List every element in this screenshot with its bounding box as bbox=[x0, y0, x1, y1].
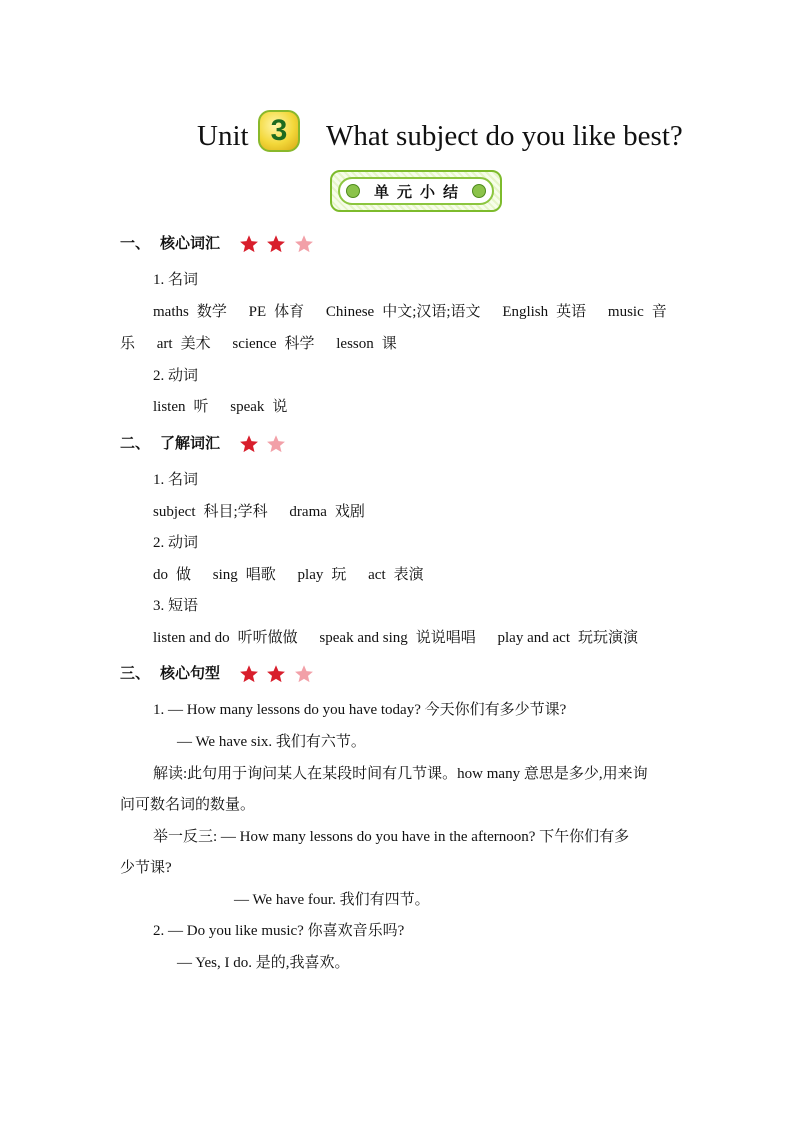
vocab-word: play bbox=[297, 567, 324, 583]
vocab-line-nouns-1 bbox=[153, 302, 667, 322]
sentence-answer-1: — We have six. 我们有六节。 bbox=[177, 734, 366, 750]
section-title: 核心词汇 bbox=[160, 234, 221, 252]
subheading-phrases: 3. 短语 bbox=[153, 598, 199, 614]
vocab-word: sing bbox=[212, 567, 238, 583]
vocab-word: PE bbox=[248, 304, 267, 320]
unit-summary-badge bbox=[330, 170, 502, 212]
section-heading-core-vocabulary bbox=[120, 233, 316, 253]
example-line-1: 举一反三: — How many lessons do you have in the afternoon? 下午你们有多 bbox=[153, 829, 630, 845]
vocab-meaning: 做 bbox=[176, 567, 192, 583]
vocab-meaning: 说说唱唱 bbox=[415, 630, 476, 646]
vocab-word: music bbox=[607, 304, 644, 320]
green-dot-icon bbox=[346, 184, 360, 198]
subheading-verbs: 2. 动词 bbox=[153, 535, 199, 551]
vocab-line-nouns-2 bbox=[120, 334, 397, 354]
vocab-meaning: 乐 bbox=[120, 336, 136, 352]
star-rating bbox=[239, 433, 288, 454]
vocab-word: art bbox=[156, 336, 173, 352]
vocab-word: English bbox=[502, 304, 549, 320]
unit-summary-label: 单元小结 bbox=[373, 182, 466, 201]
unit-number-badge bbox=[258, 110, 300, 152]
vocab-meaning: 玩 bbox=[331, 567, 347, 583]
vocab-word: drama bbox=[289, 504, 327, 520]
sentence-answer-2: — Yes, I do. 是的,我喜欢。 bbox=[177, 955, 350, 971]
vocab-phrase: speak and sing bbox=[319, 630, 408, 646]
section-title: 核心句型 bbox=[160, 664, 221, 682]
unit-title bbox=[0, 108, 800, 164]
vocab-word: act bbox=[368, 567, 386, 583]
vocab-meaning: 听听做做 bbox=[237, 630, 298, 646]
vocab-meaning: 玩玩演演 bbox=[577, 630, 638, 646]
sentence-question-2: 2. — Do you like music? 你喜欢音乐吗? bbox=[153, 923, 405, 939]
vocab-word: maths bbox=[153, 304, 189, 320]
unit-word: Unit bbox=[197, 120, 249, 152]
example-line-2: 少节课? bbox=[120, 860, 172, 876]
vocab-meaning: 美术 bbox=[180, 336, 211, 352]
section-number: 一、 bbox=[120, 234, 151, 252]
section-heading-known-vocabulary bbox=[120, 433, 288, 453]
vocab-meaning: 中文;汉语;语文 bbox=[382, 304, 481, 320]
section-number: 二、 bbox=[120, 434, 151, 452]
vocab-meaning: 唱歌 bbox=[245, 567, 276, 583]
star-icon bbox=[266, 434, 286, 454]
vocab-meaning: 科学 bbox=[284, 336, 315, 352]
vocab-word: do bbox=[153, 567, 168, 583]
vocab-line-phrases bbox=[153, 628, 638, 648]
section-title: 了解词汇 bbox=[160, 434, 221, 452]
vocab-phrase: play and act bbox=[497, 630, 570, 646]
star-icon bbox=[294, 664, 314, 684]
vocab-meaning: 音 bbox=[651, 304, 667, 320]
section-number: 三、 bbox=[120, 664, 151, 682]
vocab-meaning: 英语 bbox=[556, 304, 587, 320]
star-icon bbox=[239, 664, 259, 684]
vocab-meaning: 表演 bbox=[393, 567, 424, 583]
star-icon bbox=[266, 664, 286, 684]
unit-summary-inner bbox=[338, 177, 494, 205]
vocab-meaning: 体育 bbox=[274, 304, 305, 320]
vocab-meaning: 听 bbox=[193, 399, 209, 415]
vocab-line-verbs bbox=[153, 397, 287, 417]
vocab-meaning: 说 bbox=[272, 399, 288, 415]
vocab-word: Chinese bbox=[325, 304, 375, 320]
unit-subtitle: What subject do you like best? bbox=[326, 120, 683, 152]
vocab-meaning: 课 bbox=[381, 336, 397, 352]
star-icon bbox=[239, 234, 259, 254]
explanation-line-1: 解读:此句用于询问某人在某段时间有几节课。how many 意思是多少,用来询 bbox=[153, 766, 648, 782]
sentence-question-1: 1. — How many lessons do you have today? 今天你们有多少节课? bbox=[153, 702, 567, 718]
subheading-verbs: 2. 动词 bbox=[153, 368, 199, 384]
unit-number: 3 bbox=[270, 114, 288, 147]
explanation-line-2: 问可数名词的数量。 bbox=[120, 797, 256, 813]
green-dot-icon bbox=[472, 184, 486, 198]
vocab-meaning: 科目;学科 bbox=[203, 504, 268, 520]
vocab-meaning: 戏剧 bbox=[334, 504, 365, 520]
subheading-nouns: 1. 名词 bbox=[153, 472, 199, 488]
vocab-word: subject bbox=[153, 504, 196, 520]
example-answer: — We have four. 我们有四节。 bbox=[234, 892, 430, 908]
star-rating bbox=[239, 663, 315, 684]
star-icon bbox=[239, 434, 259, 454]
vocab-meaning: 数学 bbox=[196, 304, 227, 320]
section-heading-core-sentences bbox=[120, 663, 316, 683]
vocab-word: science bbox=[232, 336, 277, 352]
star-icon bbox=[266, 234, 286, 254]
vocab-line-nouns bbox=[153, 502, 365, 522]
subheading-nouns: 1. 名词 bbox=[153, 272, 199, 288]
vocab-phrase: listen and do bbox=[153, 630, 230, 646]
vocab-word: lesson bbox=[336, 336, 374, 352]
star-icon bbox=[294, 234, 314, 254]
vocab-line-verbs bbox=[153, 565, 424, 585]
vocab-word: speak bbox=[230, 399, 265, 415]
star-rating bbox=[239, 233, 315, 254]
vocab-word: listen bbox=[153, 399, 186, 415]
